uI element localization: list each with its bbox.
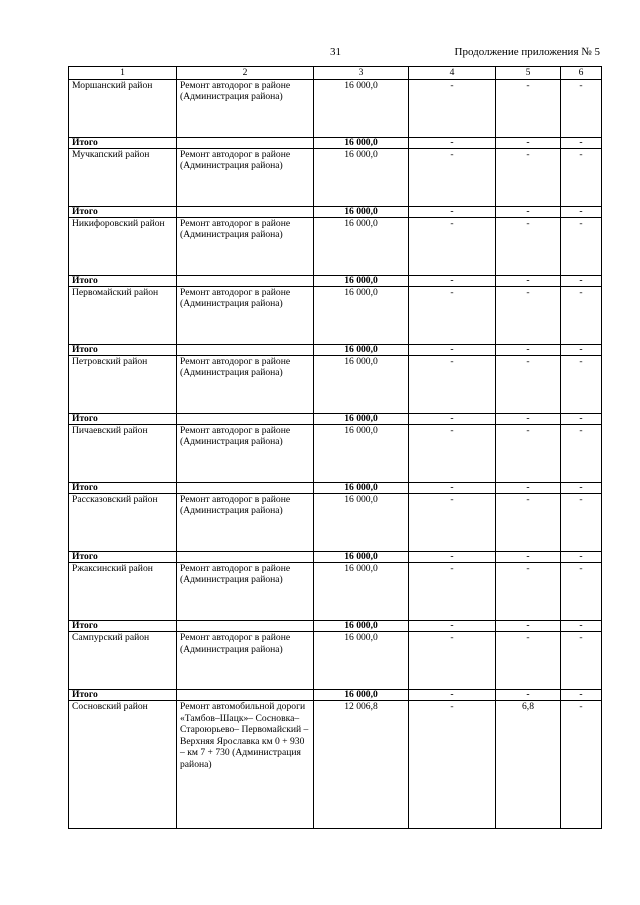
total-empty-cell: [177, 482, 314, 493]
amount-col6: -: [561, 701, 602, 829]
amount-col6: -: [561, 275, 602, 286]
amount-col4: -: [409, 551, 496, 562]
district-row: [69, 79, 602, 137]
amount-col3: 16 000,0: [314, 424, 409, 482]
amount-col6: -: [561, 79, 602, 137]
amount-col6: -: [561, 355, 602, 413]
amount-col4: -: [409, 632, 496, 690]
total-empty-cell: [177, 344, 314, 355]
amount-col6: -: [561, 551, 602, 562]
page-header: [0, 46, 640, 62]
district-row: [69, 424, 602, 482]
district-name: Рассказовский район: [69, 493, 177, 551]
district-row: [69, 355, 602, 413]
total-label: Итого: [69, 620, 177, 631]
amount-col5: -: [496, 620, 561, 631]
work-description: Ремонт автодорог в районе (Администрация района): [177, 562, 314, 620]
amount-col6: -: [561, 620, 602, 631]
work-description: Ремонт автодорог в районе (Администрация района): [177, 148, 314, 206]
amount-col3: 16 000,0: [314, 286, 409, 344]
total-row: [69, 551, 602, 562]
district-name: Моршанский район: [69, 79, 177, 137]
amount-col3: 16 000,0: [314, 79, 409, 137]
amount-col4: -: [409, 206, 496, 217]
amount-col4: -: [409, 562, 496, 620]
district-row: [69, 286, 602, 344]
amount-col6: -: [561, 344, 602, 355]
amount-col5: -: [496, 482, 561, 493]
district-row: [69, 701, 602, 829]
district-row: [69, 148, 602, 206]
amount-col4: -: [409, 137, 496, 148]
amount-col3: 16 000,0: [314, 137, 409, 148]
work-description: Ремонт автодорог в районе (Администрация района): [177, 217, 314, 275]
work-description: Ремонт автодорог в районе (Администрация района): [177, 424, 314, 482]
amount-col3: 16 000,0: [314, 493, 409, 551]
amount-col6: -: [561, 493, 602, 551]
total-label: Итого: [69, 413, 177, 424]
amount-col6: -: [561, 482, 602, 493]
district-name: Никифоровский район: [69, 217, 177, 275]
total-label: Итого: [69, 275, 177, 286]
amount-col5: -: [496, 413, 561, 424]
district-name: Мучкапский район: [69, 148, 177, 206]
amount-col5: 6,8: [496, 701, 561, 829]
appendix-continuation: Продолжение приложения № 5: [454, 46, 600, 58]
amount-col4: -: [409, 413, 496, 424]
amount-col5: -: [496, 424, 561, 482]
amount-col4: -: [409, 424, 496, 482]
work-description: Ремонт автодорог в районе (Администрация района): [177, 632, 314, 690]
amount-col4: -: [409, 355, 496, 413]
total-row: [69, 482, 602, 493]
amount-col3: 16 000,0: [314, 632, 409, 690]
total-row: [69, 620, 602, 631]
column-number: 3: [314, 67, 409, 80]
district-name: Пичаевский район: [69, 424, 177, 482]
amount-col4: -: [409, 286, 496, 344]
total-empty-cell: [177, 137, 314, 148]
table-body: [69, 67, 602, 829]
work-description: Ремонт автодорог в районе (Администрация района): [177, 286, 314, 344]
total-label: Итого: [69, 482, 177, 493]
work-description: Ремонт автодорог в районе (Администрация района): [177, 79, 314, 137]
amount-col5: -: [496, 206, 561, 217]
amount-col5: -: [496, 562, 561, 620]
amount-col6: -: [561, 562, 602, 620]
total-empty-cell: [177, 620, 314, 631]
amount-col4: -: [409, 79, 496, 137]
total-empty-cell: [177, 413, 314, 424]
work-description: Ремонт автодорог в районе (Администрация района): [177, 493, 314, 551]
amount-col3: 16 000,0: [314, 355, 409, 413]
amount-col5: -: [496, 148, 561, 206]
amount-col6: -: [561, 690, 602, 701]
total-row: [69, 275, 602, 286]
amount-col6: -: [561, 217, 602, 275]
district-name: Ржаксинский район: [69, 562, 177, 620]
district-name: Сампурский район: [69, 632, 177, 690]
amount-col5: -: [496, 275, 561, 286]
amount-col3: 16 000,0: [314, 562, 409, 620]
amount-col3: 16 000,0: [314, 275, 409, 286]
district-name: Петровский район: [69, 355, 177, 413]
district-row: [69, 562, 602, 620]
total-row: [69, 206, 602, 217]
district-name: Сосновский район: [69, 701, 177, 829]
total-empty-cell: [177, 551, 314, 562]
amount-col5: -: [496, 632, 561, 690]
amount-col3: 16 000,0: [314, 148, 409, 206]
amount-col3: 16 000,0: [314, 217, 409, 275]
column-number: 2: [177, 67, 314, 80]
amount-col3: 16 000,0: [314, 206, 409, 217]
total-empty-cell: [177, 690, 314, 701]
district-row: [69, 493, 602, 551]
amount-col4: -: [409, 148, 496, 206]
amount-col5: -: [496, 493, 561, 551]
amount-col6: -: [561, 148, 602, 206]
amount-col6: -: [561, 206, 602, 217]
amount-col4: -: [409, 344, 496, 355]
amount-col5: -: [496, 690, 561, 701]
district-row: [69, 632, 602, 690]
amount-col6: -: [561, 424, 602, 482]
funding-table: [68, 66, 602, 829]
column-number: 1: [69, 67, 177, 80]
district-row: [69, 217, 602, 275]
total-row: [69, 344, 602, 355]
amount-col3: 16 000,0: [314, 551, 409, 562]
total-row: [69, 690, 602, 701]
amount-col3: 16 000,0: [314, 482, 409, 493]
amount-col4: -: [409, 620, 496, 631]
amount-col6: -: [561, 286, 602, 344]
amount-col5: -: [496, 355, 561, 413]
column-number-row: [69, 67, 602, 80]
amount-col3: 16 000,0: [314, 690, 409, 701]
total-row: [69, 137, 602, 148]
amount-col6: -: [561, 413, 602, 424]
total-empty-cell: [177, 275, 314, 286]
work-description: Ремонт автодорог в районе (Администрация района): [177, 355, 314, 413]
column-number: 4: [409, 67, 496, 80]
total-label: Итого: [69, 344, 177, 355]
amount-col4: -: [409, 275, 496, 286]
amount-col3: 16 000,0: [314, 620, 409, 631]
amount-col4: -: [409, 690, 496, 701]
amount-col4: -: [409, 482, 496, 493]
total-label: Итого: [69, 551, 177, 562]
amount-col5: -: [496, 551, 561, 562]
page-number: 31: [330, 46, 341, 58]
amount-col3: 12 006,8: [314, 701, 409, 829]
amount-col5: -: [496, 137, 561, 148]
column-number: 6: [561, 67, 602, 80]
total-label: Итого: [69, 137, 177, 148]
column-number: 5: [496, 67, 561, 80]
work-description: Ремонт автомобильной дороги «Тамбов–Шацк»– Сосновка–Староюрьево– Первомайский – Верхняя Ярославка км 0 + 930 – км 7 + 730 (Администрация района): [177, 701, 314, 829]
total-label: Итого: [69, 206, 177, 217]
amount-col4: -: [409, 701, 496, 829]
amount-col6: -: [561, 632, 602, 690]
amount-col6: -: [561, 137, 602, 148]
amount-col3: 16 000,0: [314, 344, 409, 355]
amount-col5: -: [496, 79, 561, 137]
total-row: [69, 413, 602, 424]
amount-col4: -: [409, 493, 496, 551]
amount-col5: -: [496, 217, 561, 275]
total-label: Итого: [69, 690, 177, 701]
amount-col5: -: [496, 286, 561, 344]
amount-col4: -: [409, 217, 496, 275]
amount-col3: 16 000,0: [314, 413, 409, 424]
amount-col5: -: [496, 344, 561, 355]
total-empty-cell: [177, 206, 314, 217]
district-name: Первомайский район: [69, 286, 177, 344]
